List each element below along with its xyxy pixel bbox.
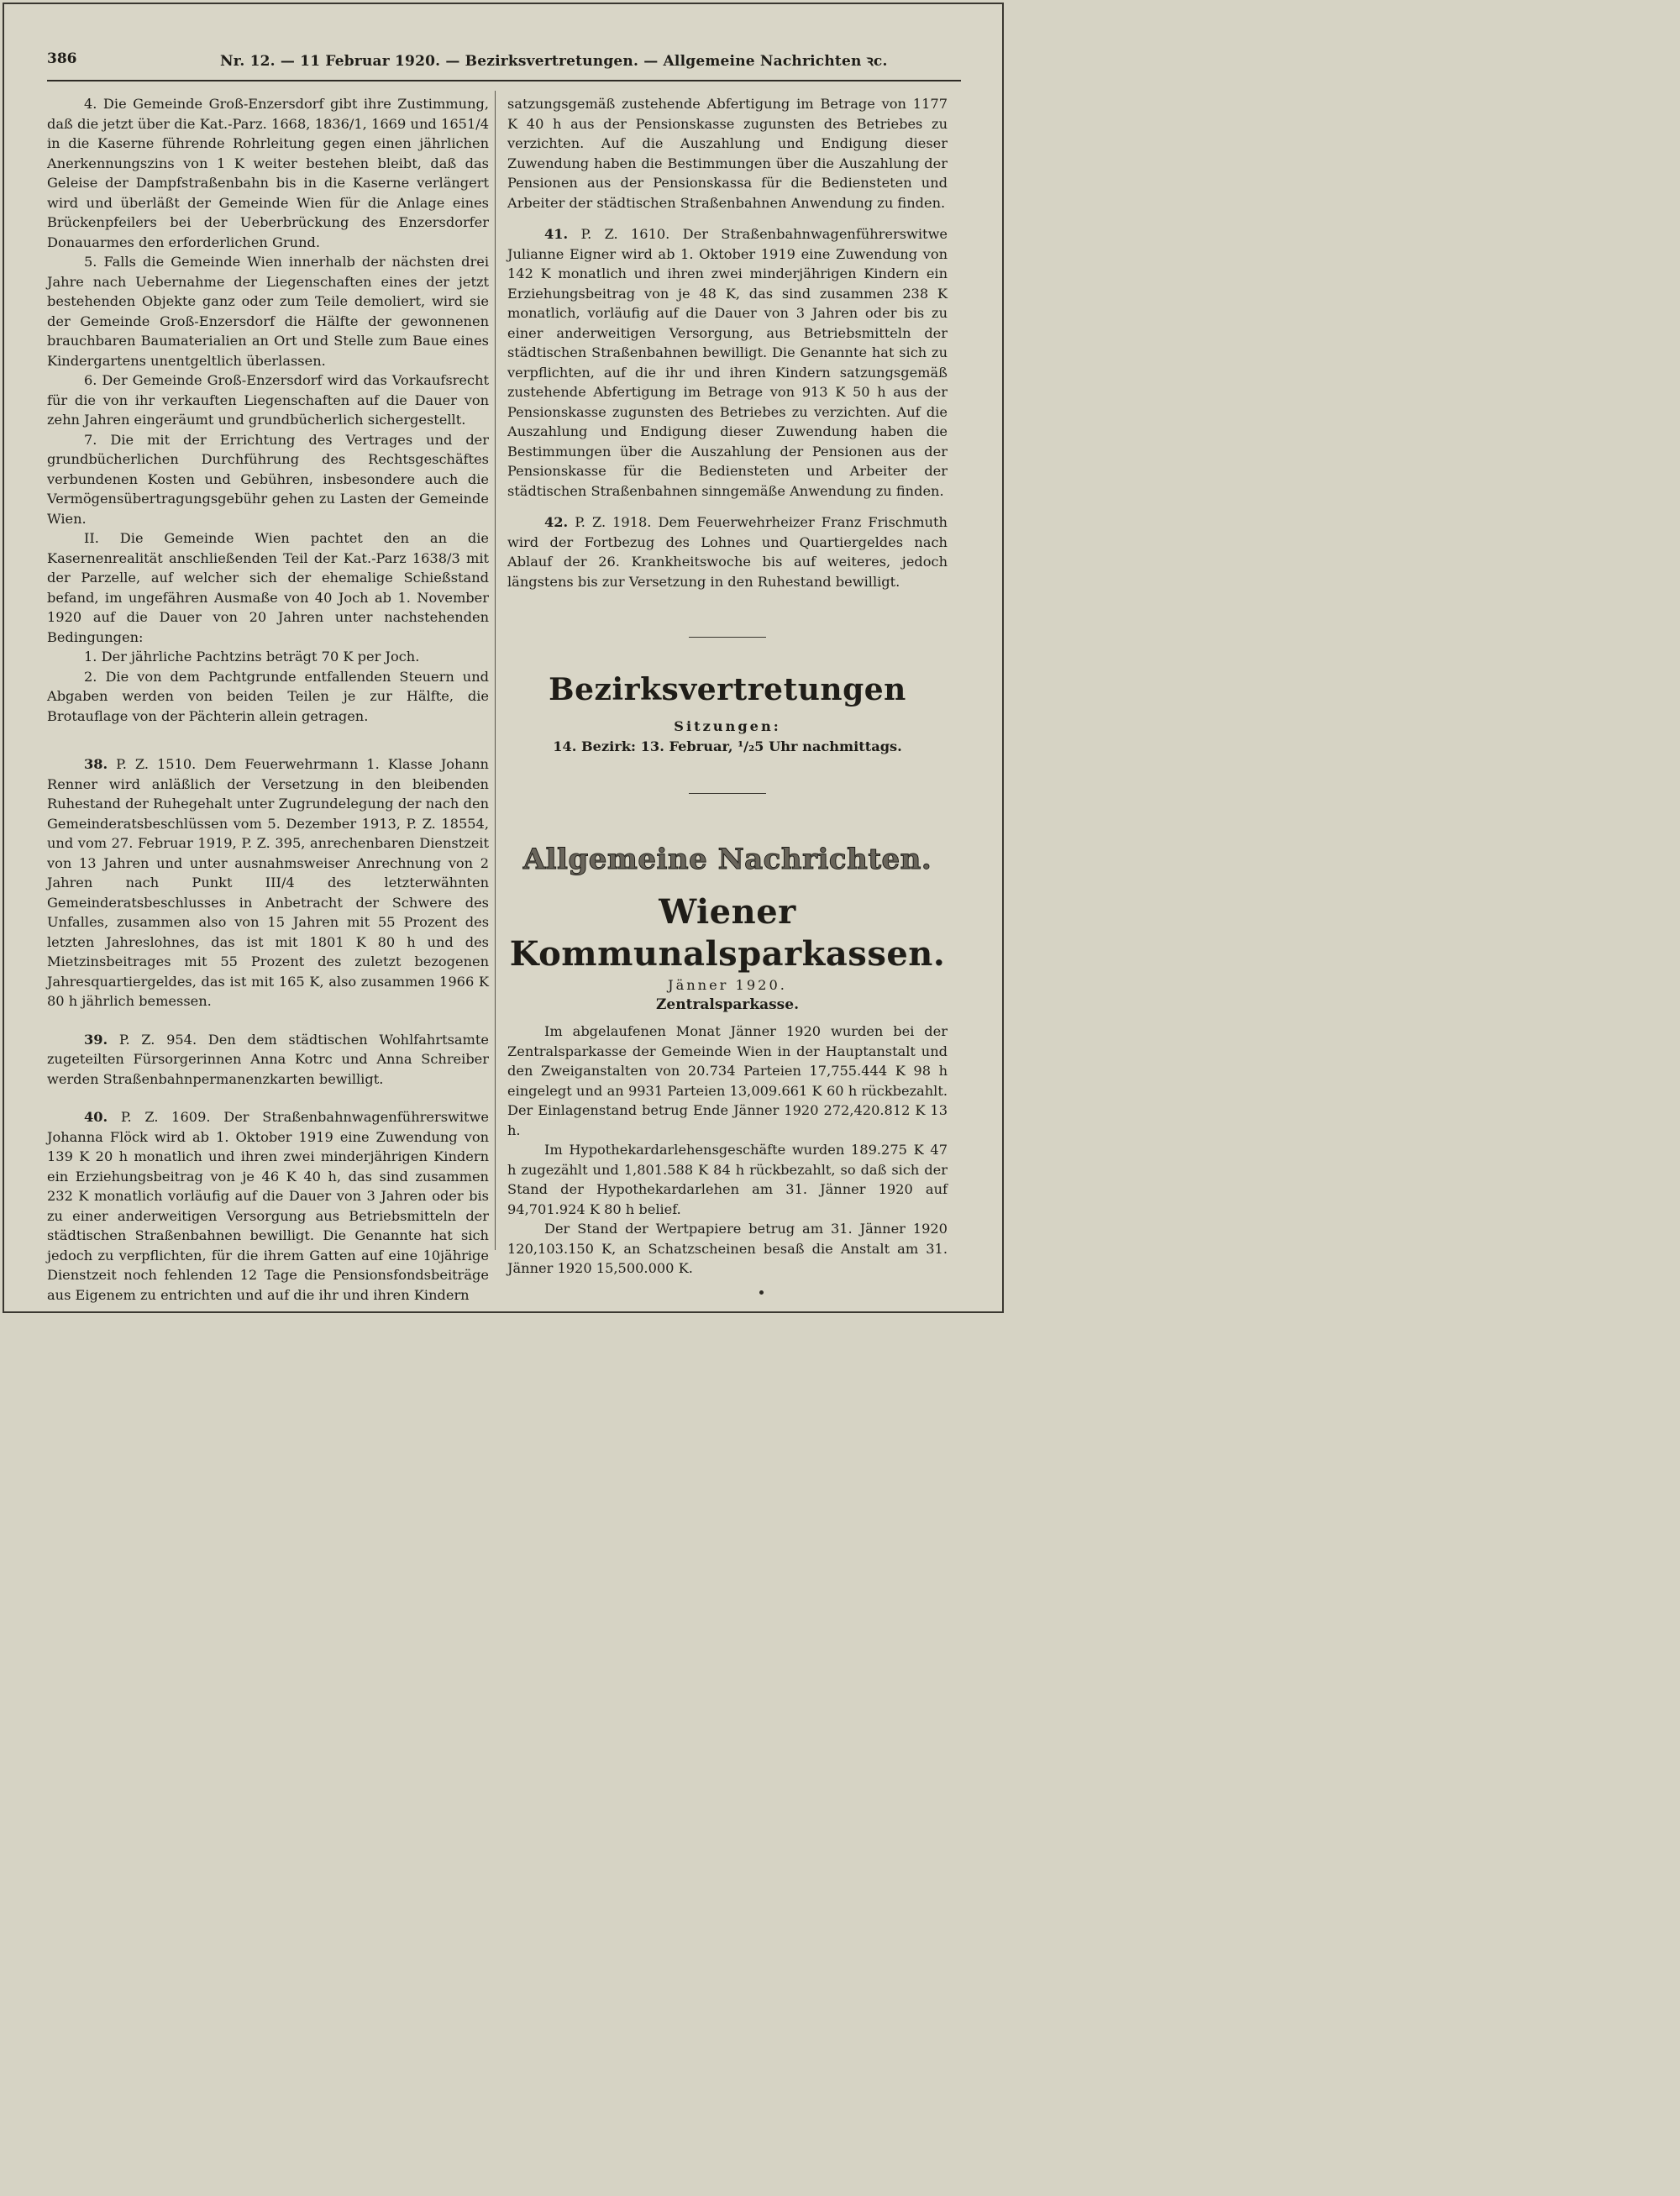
sparkassen-title: Wiener Kommunalsparkassen.: [509, 892, 946, 974]
item-42-text: Dem Feuerwehrheizer Franz Frischmuth wird der Fortbezug des Lohnes und Quartiergeldes nach Ablauf der 26. Krankheitswoche bis auf weiteres, jedoch längstens bis zur Versetzung in den Ruhestand bewilligt.: [507, 514, 948, 590]
running-header: [47, 49, 971, 72]
item-39-ref: P. Z. 954.: [118, 1031, 197, 1048]
item-38-number: 38.: [84, 756, 108, 772]
item-39-number: 39.: [84, 1031, 108, 1048]
item-38-text: Dem Feuerwehrmann 1. Klasse Johann Renner wird anläßlich der Versetzung in den bleibenden Ruhestand der Ruhegehalt unter Zugrundelegung der nach den Gemeinderatsbeschlüssen vom 5. Dezember 1913, P. Z. 18554, und vom 27. Februar 1919, P. Z. 395, anrechenbaren Dienstzeit von 13 Jahren und unter ausnahmsweiser Anrechnung von 2 Jahren nach Punkt III/4 des letzterwähnten Gemeinderatsbeschlusses in Anbetracht der Schwere des Unfalles, zusammen also von 15 Jahren mit 55 Prozent des letzten Jahreslohnes, das ist mit 1801 K 80 h und des Mietzinsbeitrages mit 55 Prozent des zuletzt bezogenen Jahresquartiergeldes, das ist mit 165 K, also zusammen 1966 K 80 h jährlich bemessen.: [47, 756, 489, 1009]
condition-1: 1. Der jährliche Pachtzins beträgt 70 K per Joch.: [84, 649, 420, 665]
paragraph-7: 7. Die mit der Errichtung des Vertrages und der grundbücherlichen Durchführung des Rechtsgeschäftes verbundenen Kosten und Gebühren, insbesondere auch die Vermögensübertragungsgebühr gehen zu Lasten der Gemeinde Wien.: [47, 431, 489, 527]
item-40-text: Der Straßenbahnwagenführerswitwe Johanna Flöck wird ab 1. Oktober 1919 eine Zuwendung von 139 K 20 h monatlich und ihren zwei minderjährigen Kindern ein Erziehungsbeitrag von je 46 K 40 h, das sind zusammen 232 K monatlich vorläufig auf die Dauer von 3 Jahren oder bis zu einer anderweitigen Versorgung aus Betriebsmitteln der städtischen Straßenbahnen bewilligt. Die Genannte hat sich jedoch zu verpflichten, für die ihrem Gatten auf eine 10jährige Dienstzeit noch fehlenden 12 Tage die Pensionsfondsbeiträge aus Eigenem zu entrichten und auf die ihr und ihren Kindern: [47, 1109, 489, 1303]
left-column: [47, 94, 489, 1305]
bezirk-title: Bezirksvertretungen: [549, 672, 906, 707]
paragraph-4: 4. Die Gemeinde Groß-Enzersdorf gibt ihre Zustimmung, daß die jetzt über die Kat.-Parz. 1668, 1836/1, 1669 und 1651/4 in die Kaserne führende Rohrleitung gegen einen jährlichen Anerkennungszins von 1 K weiter bestehen bleibt, daß das Geleise der Dampfstraßenbahn bis in die Kaserne verlängert wird und überläßt der Gemeinde Wien für die Anlage eines Brückenpfeilers bei der Ueberbrückung des Enzersdorfer Donauarmes den erforderlichen Grund.: [47, 96, 489, 250]
right-column: [507, 94, 948, 1279]
paragraph-5: 5. Falls die Gemeinde Wien innerhalb der nächsten drei Jahre nach Uebernahme der Liegenschaften eines der jetzt bestehenden Objekte ganz oder zum Teile demoliert, wird sie der Gemeinde Groß-Enzersdorf die Hälfte der gewonnenen brauchbaren Baumaterialien an Ort und Stelle zum Baue eines Kindergartens unentgeltlich überlassen.: [47, 254, 489, 369]
report-month: Jänner 1920.: [668, 977, 787, 993]
item-41: [507, 224, 948, 501]
item-39-text: Den dem städtischen Wohlfahrtsamte zugeteilten Fürsorgerinnen Anna Kotrc und Anna Schreiber werden Straßenbahnpermanenzkarten bewilligt.: [47, 1031, 489, 1087]
item-40-number: 40.: [84, 1109, 108, 1125]
item-40-ref: P. Z. 1609.: [120, 1109, 211, 1125]
item-38-ref: P. Z. 1510.: [116, 756, 197, 772]
condition-2: 2. Die von dem Pachtgrunde entfallenden Steuern und Abgaben werden von beiden Teilen je zur Hälfte, die Brotauflage von der Pächterin allein getragen.: [47, 668, 489, 724]
allgemein-title: Allgemeine Nachrichten.: [522, 843, 932, 876]
item-41-number: 41.: [544, 226, 569, 242]
page-number: 386: [47, 50, 77, 67]
sparkasse-paragraph-2: Im Hypothekardarlehensgeschäfte wurden 189.275 K 47 h zugezählt und 1,801.588 K 84 h rückbezahlt, so daß sich der Stand der Hypothekardarlehen am 31. Jänner 1920 auf 94,701.924 K 80 h belief.: [507, 1142, 948, 1217]
bezirk-entry: 14. Bezirk: 13. Februar, ¹/₂5 Uhr nachmittags.: [553, 738, 902, 754]
sparkasse-paragraph-1: Im abgelaufenen Monat Jänner 1920 wurden bei der Zentralsparkasse der Gemeinde Wien in der Hauptanstalt und den Zweiganstalten von 20.734 Parteien 17,755.444 K 98 h eingelegt und an 9931 Parteien 13,009.661 K 60 h rückbezahlt. Der Einlagenstand betrug Ende Jänner 1920 272,420.812 K 13 h.: [507, 1023, 948, 1138]
paragraph-II: II. Die Gemeinde Wien pachtet den an die Kasernenrealität anschließenden Teil der Kat.-Parz 1638/3 mit der Parzelle, auf welcher sich der ehemalige Schießstand befand, im ungefähren Ausmaße von 40 Joch ab 1. November 1920 auf die Dauer von 20 Jahren unter nachstehenden Bedingungen:: [47, 530, 489, 645]
item-41-ref: P. Z. 1610.: [580, 226, 670, 242]
item-41-text: Der Straßenbahnwagenführerswitwe Julianne Eigner wird ab 1. Oktober 1919 eine Zuwendung von 142 K monatlich und ihren zwei minderjährigen Kindern ein Erziehungsbeitrag von je 48 K, das sind zusammen 238 K monatlich, vorläufig auf die Dauer von 3 Jahren oder bis zu einer anderweitigen Versorgung, aus Betriebsmitteln der städtischen Straßenbahnen bewilligt. Die Genannte hat sich zu verpflichten, auf die ihr und ihren Kindern satzungsgemäß zustehende Abfertigung im Betrage von 913 K 50 h aus der Pensionskasse zugunsten des Betriebes zu verzichten. Auf die Auszahlung und Endigung dieser Zuwendung haben die Bestimmungen über die Auszahlung der Pensionen aus der Pensionskasse für die Bediensteten und Arbeiter der städtischen Straßenbahnen sinngemäße Anwendung zu finden.: [507, 226, 948, 499]
sparkasse-paragraph-3: Der Stand der Wertpapiere betrug am 31. Jänner 1920 120,103.150 K, an Schatzscheinen besaß die Anstalt am 31. Jänner 1920 15,500.000 K.: [507, 1221, 948, 1276]
bezirk-sitzungen: Sitzungen:: [674, 718, 781, 734]
item-40-continuation: satzungsgemäß zustehende Abfertigung im Betrage von 1177 K 40 h aus der Pensionskasse zugunsten des Betriebes zu verzichten. Auf die Auszahlung und Endigung dieser Zuwendung haben die Bestimmungen über die Auszahlung der Pensionen aus der Pensionskassa für die Bediensteten und Arbeiter der städtischen Straßenbahnen Anwendung zu finden.: [507, 96, 948, 211]
item-42-ref: P. Z. 1918.: [575, 514, 652, 530]
running-head-text: Nr. 12. — 11 Februar 1920. — Bezirksvertretungen. — Allgemeine Nachrichten ꝛc.: [220, 53, 888, 70]
paragraph-6: 6. Der Gemeinde Groß-Enzersdorf wird das Vorkaufsrecht für die von ihr verkauften Liegenschaften auf die Dauer von zehn Jahren eingeräumt und grundbücherlich sichergestellt.: [47, 372, 489, 428]
item-40: [47, 1107, 489, 1305]
section-zentralsparkasse: Zentralsparkasse.: [656, 996, 799, 1013]
header-rule: [47, 80, 961, 81]
item-42: [507, 512, 948, 591]
item-38: [47, 754, 489, 1011]
print-mark: [759, 1290, 764, 1295]
item-39: [47, 1030, 489, 1090]
item-42-number: 42.: [544, 514, 569, 530]
column-divider: [495, 91, 496, 1250]
